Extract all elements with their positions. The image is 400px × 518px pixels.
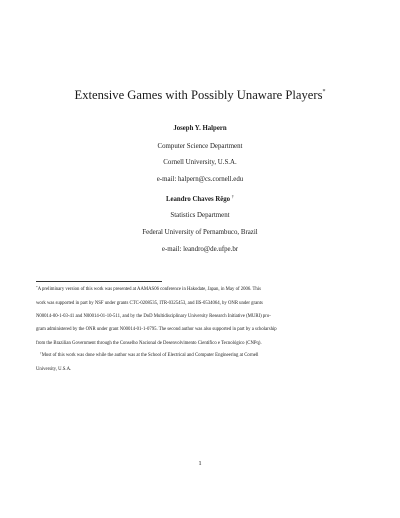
footnote-2-mark: † — [40, 351, 42, 355]
footnote-1-line: N00014-00-1-03-41 and N00014-01-10-511, and by the DoD Multidisciplinary University Research Initiative (MURI) pro- — [36, 314, 271, 319]
author-1-email: e-mail: halpern@cs.cornell.edu — [156, 176, 244, 183]
author-2-dept: Statistics Department — [170, 212, 230, 219]
footnote-1-line: work was supported in part by NSF under grants CTC-0208535, ITR-0325453, and IIS-0534064, by ONR under grants — [36, 300, 263, 306]
author-2-footnote-mark: † — [231, 194, 235, 199]
page-number: 1 — [198, 460, 202, 467]
paper-title — [0, 88, 400, 103]
footnote-1-line: gram administered by the ONR under grant N00014-01-1-0795. The second author was also supported in part by a scholarship — [36, 327, 277, 333]
author-2-email: e-mail: leandro@de.ufpe.br — [161, 246, 239, 253]
footnote-2-line — [36, 347, 366, 363]
footnote-1-line — [36, 281, 366, 297]
author-1-univ: Cornell University, U.S.A. — [163, 159, 237, 166]
footnote-1 — [36, 281, 366, 350]
author-1-dept: Computer Science Department — [157, 143, 243, 150]
author-2-name — [0, 194, 400, 203]
author-1-name-text: Joseph Y. Halpern — [173, 125, 227, 132]
paper-title-text: Extensive Games with Possibly Unaware Players — [74, 88, 323, 102]
footnote-1-mark: * — [36, 285, 38, 289]
author-2-name-text: Leandro Chaves Rêgo — [165, 196, 231, 203]
footnote-2 — [36, 347, 366, 376]
title-footnote-mark: * — [322, 89, 326, 95]
author-2-univ: Federal University of Pernambuco, Brazil — [142, 229, 258, 236]
footnote-1-line: from the Brazilian Government through the Conselho Nacional de Desenvolvimento Científico e Tecnológico (CNPq). — [36, 340, 262, 346]
footnote-1-line-text: A preliminary version of this work was presented at AAMAS06 conference in Hakodate, Japan, in May of 2006. This — [37, 287, 261, 293]
footnote-2-line-text: Most of this work was done while the author was at the School of Electrical and Computer Engineering at Cornell — [41, 353, 259, 359]
footnote-2-line: University, U.S.A. — [36, 366, 72, 372]
author-1-name — [0, 125, 400, 132]
